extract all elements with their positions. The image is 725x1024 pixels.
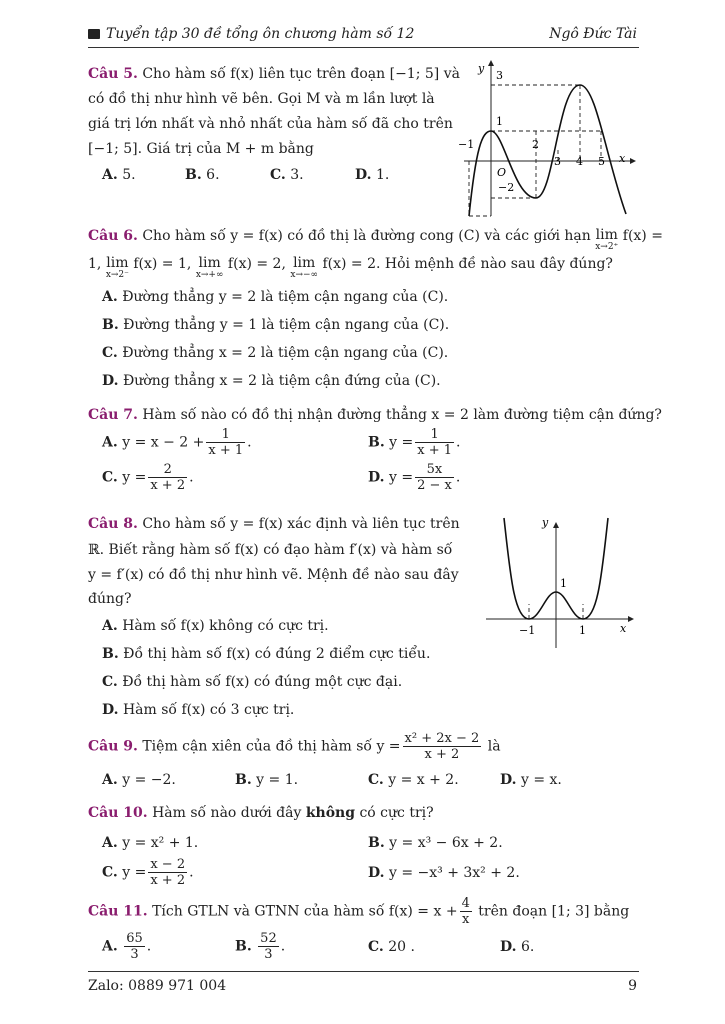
q5-option-c[interactable]: C. 3.: [270, 167, 304, 183]
q5-option-a[interactable]: A. 5.: [102, 167, 136, 183]
question-8-line-3: y = f′(x) có đồ thị như hình vẽ. Mệnh đề nào sau đây: [88, 567, 459, 583]
q10-emphasis: không: [305, 805, 355, 821]
q9-option-b[interactable]: B. y = 1.: [235, 772, 299, 788]
header-author: Ngô Đức Tài: [549, 26, 637, 42]
header-rule: [88, 47, 639, 48]
q8-x-label: x: [620, 622, 627, 635]
q5-origin-label: O: [497, 166, 507, 179]
q5-option-b[interactable]: B. 6.: [185, 167, 220, 183]
header-title-block: [88, 26, 414, 42]
q9-option-a[interactable]: A. y = −2.: [102, 772, 176, 788]
q7-option-d[interactable]: D. y = $\frac{5x}{2 - x}$ .: [368, 462, 461, 493]
q5-tick-x-5: 5: [598, 155, 605, 168]
q5-tick-x-4: 4: [576, 155, 583, 168]
q5-tick-x-2: 2: [532, 138, 539, 151]
question-8-label: Câu 8.: [88, 516, 138, 532]
q11-option-c[interactable]: C. 20 .: [368, 939, 415, 955]
q7-option-b[interactable]: B. y = $\frac{1}{x + 1}$ .: [368, 427, 461, 458]
q5-curve: [469, 85, 626, 216]
q5-tick-x-3: 3: [554, 155, 561, 168]
question-9-label: Câu 9.: [88, 738, 138, 755]
question-7-text: Hàm số nào có đồ thị nhận đường thẳng x = 2 làm đường tiệm cận đứng?: [142, 407, 662, 423]
q5-x-label: x: [619, 152, 626, 165]
q11-option-a[interactable]: A. $\frac{65}{3}$ .: [102, 931, 152, 962]
q5-tick-y-3: 3: [496, 69, 503, 82]
q9-option-c[interactable]: C. y = x + 2.: [368, 772, 459, 788]
q6-option-b[interactable]: B. Đường thẳng y = 1 là tiệm cận ngang của (C).: [102, 317, 450, 333]
question-5-label: Câu 5.: [88, 66, 138, 82]
q5-y-label: y: [478, 62, 485, 75]
question-5-line-3: giá trị lớn nhất và nhỏ nhất của hàm số đã cho trên: [88, 116, 453, 132]
q7-option-c[interactable]: C. y = $\frac{2}{x + 2}$ .: [102, 462, 194, 493]
question-10-label: Câu 10.: [88, 805, 148, 821]
q11-option-b[interactable]: B. $\frac{52}{3}$ .: [235, 931, 286, 962]
q5-tick-y-1: 1: [496, 115, 503, 128]
q6-option-c[interactable]: C. Đường thẳng x = 2 là tiệm cận ngang của (C).: [102, 345, 449, 361]
q8-y-arrow: [553, 522, 559, 528]
q8-option-a[interactable]: A. Hàm số f(x) không có cực trị.: [102, 618, 329, 634]
q8-x-arrow: [628, 616, 634, 622]
q6-limit-1: lim x→2⁺: [595, 227, 619, 252]
q8-option-c[interactable]: C. Đồ thị hàm số f(x) có đúng một cực đại.: [102, 674, 403, 690]
question-6-label: Câu 6.: [88, 228, 138, 244]
page-number: 9: [628, 978, 637, 994]
q9-fraction: $\frac{\text{x² + 2x − 2}}{x + 2}$: [404, 731, 480, 762]
header-title: Tuyển tập 30 đề tổng ôn chương hàm số 12: [106, 26, 415, 42]
question-5-line-1: Cho hàm số f(x) liên tục trên đoạn [−1; 5] và: [142, 66, 460, 82]
q8-y-label: y: [542, 516, 549, 529]
q8-tick-y-1: 1: [560, 577, 567, 590]
question-7-label: Câu 7.: [88, 407, 138, 423]
q5-tick-y-neg2: −2: [498, 181, 515, 194]
q6-limit-4: lim x→−∞: [290, 255, 319, 280]
q6-limit-3: lim x→+∞: [195, 255, 224, 280]
question-8-line-4: đúng?: [88, 591, 132, 607]
q11-fraction: $\frac{4}{x}$: [461, 896, 470, 927]
q6-option-d[interactable]: D. Đường thẳng x = 2 là tiệm cận đứng của (C).: [102, 373, 441, 389]
q9-option-d[interactable]: D. y = x.: [500, 772, 562, 788]
q10-option-a[interactable]: A. y = x² + 1.: [102, 835, 199, 851]
q8-option-b[interactable]: B. Đồ thị hàm số f(x) có đúng 2 điểm cực tiểu.: [102, 646, 431, 662]
book-icon: [88, 29, 100, 39]
question-11-label: Câu 11.: [88, 903, 148, 920]
q5-tick-x-neg1: −1: [458, 138, 475, 151]
q8-option-d[interactable]: D. Hàm số f(x) có 3 cực trị.: [102, 702, 295, 718]
q5-y-arrow: [488, 60, 494, 66]
q10-option-b[interactable]: B. y = x³ − 6x + 2.: [368, 835, 503, 851]
footer-contact: Zalo: 0889 971 004: [88, 978, 227, 994]
q6-limit-2: lim x→2⁻: [105, 255, 129, 280]
q6-option-a[interactable]: A. Đường thẳng y = 2 là tiệm cận ngang của (C).: [102, 289, 449, 305]
q11-option-d[interactable]: D. 6.: [500, 939, 535, 955]
question-6-line-1: Cho hàm số y = f(x) có đồ thị là đường cong (C) và các giới hạn: [142, 228, 591, 244]
question-6-line-2: 1, lim x→2⁻ f(x) = 1, lim x→+∞ f(x) = 2, lim x→−∞ f(x) = 2. Hỏi mệnh đề nào sau đây đúng?: [88, 255, 613, 280]
q8-tick-x-1: 1: [579, 624, 586, 637]
question-5-line-4: [−1; 5]. Giá trị của M + m bằng: [88, 141, 314, 157]
question-9-text: Tiệm cận xiên của đồ thị hàm số y =: [142, 738, 401, 755]
question-11-text: Tích GTLN và GTNN của hàm số f(x) = x +: [152, 903, 458, 920]
q8-graph: [482, 512, 638, 652]
q10-option-c[interactable]: C. y = $\frac{x - 2}{x + 2}$ .: [102, 857, 194, 888]
footer-rule: [88, 971, 639, 972]
question-8-line-2: ℝ. Biết rằng hàm số f(x) có đạo hàm f′(x) và hàm số: [88, 542, 453, 558]
q10-option-d[interactable]: D. y = −x³ + 3x² + 2.: [368, 865, 520, 881]
q7-option-a[interactable]: A. y = x − 2 + $\frac{1}{x + 1}$ .: [102, 427, 252, 458]
question-5-line-2: có đồ thị như hình vẽ bên. Gọi M và m lần lượt là: [88, 91, 435, 107]
q8-tick-x-neg1: −1: [519, 624, 536, 637]
q5-graph: [456, 58, 640, 218]
q5-x-arrow: [630, 158, 636, 164]
question-8-line-1: Cho hàm số y = f(x) xác định và liên tục trên: [142, 516, 460, 532]
q5-option-d[interactable]: D. 1.: [355, 167, 390, 183]
